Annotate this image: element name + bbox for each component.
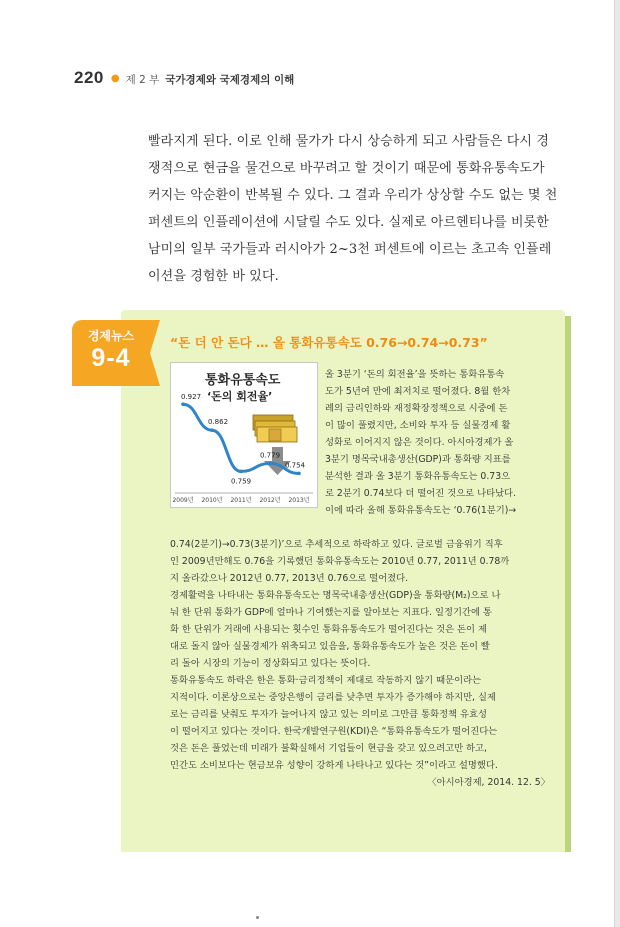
news-line: 이에 따라 올해 통화유통속도는 ‘0.76(1분기)→ xyxy=(325,505,517,516)
body-line: 퍼센트의 인플레이션에 시달릴 수도 있다. 실제로 아르헨티나를 비롯한 xyxy=(148,215,549,230)
news-line: 이 떨어지고 있다는 것이다. 한국개발연구원(KDI)은 “통화유통속도가 떨어진다는 xyxy=(170,726,498,737)
body-line: 남미의 일부 국가들과 러시아가 2~3천 퍼센트에 이르는 초고속 인플레 xyxy=(148,242,552,257)
data-point xyxy=(297,472,301,476)
news-line: 올 3분기 ‘돈의 회전율’을 뜻하는 통화유통속 xyxy=(325,369,505,380)
news-line: 눠 한 단위 통화가 GDP에 얼마나 기여했는지를 알아보는 지표다. 일정기간에 통 xyxy=(170,607,492,618)
news-line: 화 한 단위가 거래에 사용되는 횟수인 통화유통속도가 떨어진다는 것은 돈이 제 xyxy=(170,624,487,635)
news-line: 지 올라갔으나 2012년 0.77, 2013년 0.76으로 떨어졌다. xyxy=(170,573,409,584)
body-paragraph xyxy=(148,128,580,290)
news-line: 통화유통속도 하락은 한은 통화·금리정책이 제대로 작동하지 않기 때문이라는 xyxy=(170,675,482,686)
data-point xyxy=(210,428,214,432)
bullet-dot-icon: ● xyxy=(110,73,120,84)
data-label: 0.759 xyxy=(231,477,252,486)
data-point xyxy=(181,402,185,406)
chart-title: 통화유통속도 xyxy=(205,373,281,388)
part-title: 국가경제와 국제경제의 이해 xyxy=(165,74,295,86)
part-label: 제 2 부 xyxy=(125,74,160,86)
footer-mark xyxy=(256,916,259,919)
news-side-text xyxy=(325,366,557,519)
data-point xyxy=(268,462,272,466)
news-line: 로는 금리를 낮춰도 투자가 늘어나지 않고 있는 의미로 그만큼 통화정책 유효성 xyxy=(170,709,487,720)
chart-svg xyxy=(171,363,317,507)
badge-tip xyxy=(150,320,160,386)
news-line: 민간도 소비보다는 현금보유 성향이 강하게 나타나고 있다는 것”이라고 설명했다. xyxy=(170,760,498,771)
badge-label: 경제뉴스 xyxy=(87,329,135,343)
news-line: 인 2009년만해도 0.76을 기록했던 통화유통속도는 2010년 0.77, 2011년 0.78까 xyxy=(170,556,510,567)
badge-number: 9-4 xyxy=(91,344,131,372)
news-line: 3분기 명목국내총생산(GDP)과 통화량 지표를 xyxy=(325,454,511,465)
x-tick-label: 2010년 xyxy=(201,497,223,504)
x-tick-label: 2012년 xyxy=(259,497,281,504)
data-point xyxy=(239,470,243,474)
news-line: 분석한 결과 올 3분기 통화유통속도는 0.73으 xyxy=(325,471,511,482)
news-line: 로 2분기 0.74보다 더 떨어진 것으로 나타났다. xyxy=(325,488,516,499)
body-line: 이션을 경험한 바 있다. xyxy=(148,269,279,284)
page-number: 220 xyxy=(74,68,104,87)
data-label: 0.754 xyxy=(285,461,306,470)
news-badge xyxy=(72,320,150,386)
money-stack-icon xyxy=(253,415,297,442)
x-tick-label: 2011년 xyxy=(230,497,252,504)
data-label: 0.927 xyxy=(181,393,202,402)
chart-subtitle: ‘돈의 회전율’ xyxy=(207,390,273,403)
news-line: 지적이다. 이론상으로는 중앙은행이 금리를 낮추면 투자가 증가해야 하지만, 실제 xyxy=(170,692,496,703)
box-shadow xyxy=(565,316,571,852)
news-source: 〈아시아경제, 2014. 12. 5〉 xyxy=(427,777,550,788)
news-headline: “돈 더 안 돈다 … 올 통화유통속도 0.76→0.74→0.73” xyxy=(170,335,488,350)
news-line: 것은 돈은 풀었는데 미래가 불확실해서 기업들이 현금을 갖고 있으려고만 하고, xyxy=(170,743,487,754)
news-line: 성화로 이어지지 않은 것이다. 아시아경제가 올 xyxy=(325,437,514,448)
data-label: 0.862 xyxy=(208,418,229,427)
data-label: 0.779 xyxy=(260,451,281,460)
page-edge xyxy=(614,0,620,927)
velocity-chart xyxy=(170,362,318,508)
news-line: 리 돌아 시장의 기능이 정상화되고 있다는 뜻이다. xyxy=(170,658,371,669)
news-line: 도가 5년여 만에 최저치로 떨어졌다. 8월 한차 xyxy=(325,386,511,397)
news-line: 경제활력을 나타내는 통화유통속도는 명목국내총생산(GDP)을 통화량(M₂)으로 나 xyxy=(170,590,501,601)
body-line: 빨라지게 된다. 이로 인해 물가가 다시 상승하게 되고 사람들은 다시 경 xyxy=(148,134,549,149)
x-tick-label: 2013년 xyxy=(288,497,310,504)
x-tick-label: 2009년 xyxy=(172,497,194,504)
news-line: 례의 금리인하와 재정확장정책으로 시중에 돈 xyxy=(325,403,508,414)
news-full-text xyxy=(170,536,560,791)
running-header xyxy=(74,68,294,88)
body-line: 쟁적으로 현금을 물건으로 바꾸려고 할 것이기 때문에 통화유통속도가 xyxy=(148,161,545,176)
news-line: 이 많이 풀렸지만, 소비와 투자 등 실물경제 활 xyxy=(325,420,511,431)
news-line: 대로 돌지 않아 실물경제가 위축되고 있음을, 통화유통속도가 높은 것은 돈이 빨 xyxy=(170,641,490,652)
news-line: 0.74(2분기)→0.73(3분기)’으로 추세적으로 하락하고 있다. 글로벌 금융위기 직후 xyxy=(170,539,503,550)
body-line: 커지는 악순환이 반복될 수 있다. 그 결과 우리가 상상할 수도 없는 몇 천 xyxy=(148,188,558,203)
